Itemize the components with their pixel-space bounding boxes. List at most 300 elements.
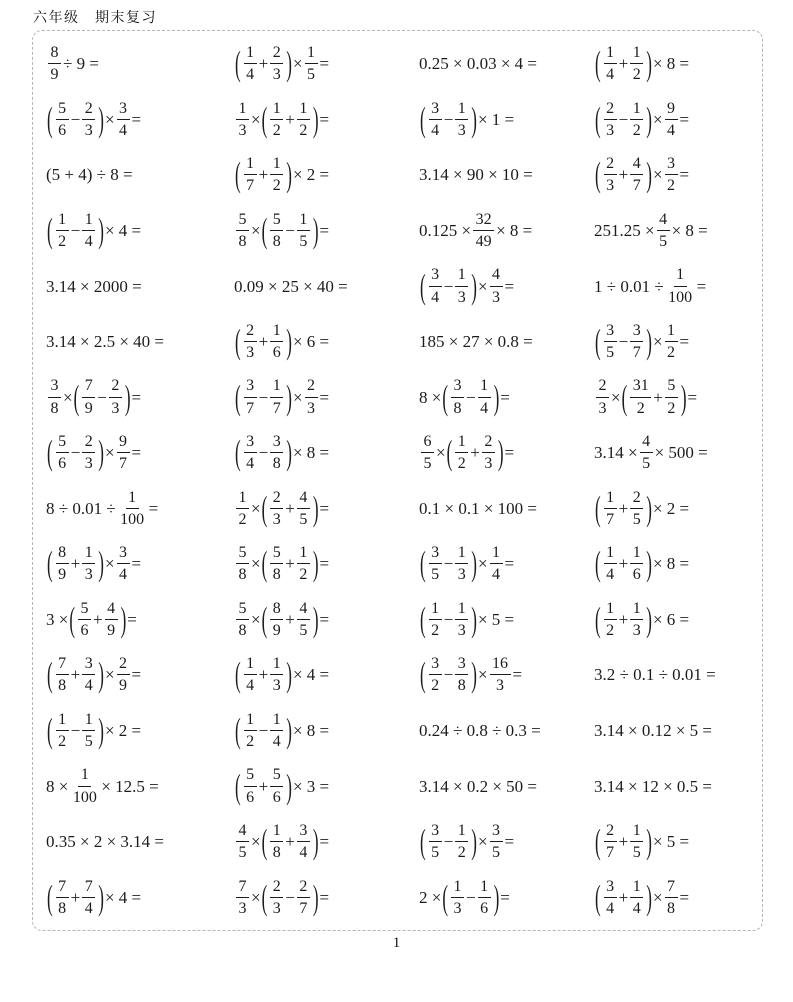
right-paren: ) [312,544,319,584]
problem-r3-c4: ( $\frac{2}{3}$ + $\frac{4}{7}$ ) × $\frac{3}{2}$ = [595,155,690,195]
fraction-numerator: 7 [56,654,69,675]
problem-r1-c4: ( $\frac{1}{4}$ + $\frac{1}{2}$ ) × 8 = [595,44,690,84]
fraction-numerator: 4 [236,821,249,842]
left-paren: ( [47,655,53,695]
fraction-denominator: 4 [84,677,93,695]
fraction-numerator: 2 [596,376,609,397]
problem-r15-c4: ( $\frac{2}{7}$ + $\frac{1}{5}$ ) × 5 = [595,821,690,862]
left-paren: ( [261,544,268,584]
fraction-numerator: 2 [270,43,283,64]
fraction [297,488,310,529]
right-paren: ) [98,711,104,751]
fraction [48,43,61,84]
fraction-numerator: 1 [270,321,283,342]
fraction-numerator: 1 [455,432,468,453]
right-paren: ) [312,488,319,528]
fraction-numerator: 1 [270,376,283,397]
fraction-numerator: 5 [270,210,283,231]
fraction [236,210,249,251]
problem-r12-c2: ( $\frac{1}{4}$ + $\frac{1}{3}$ ) × 4 = [235,655,330,695]
fraction [105,599,118,640]
fraction-denominator: 8 [50,399,59,417]
fraction [270,488,283,529]
fraction-denominator: 3 [457,288,466,306]
fraction-numerator: 5 [56,432,69,453]
fraction-numerator: 1 [236,99,249,120]
problem-r1-c3: 0.25 × 0.03 × 4 = [419,54,538,74]
fraction [117,432,130,473]
fraction [604,43,617,84]
fraction-denominator: 3 [272,66,281,84]
fraction-numerator: 1 [630,543,643,564]
fraction-denominator: 3 [111,399,120,417]
problem-r10-c1: ( $\frac{8}{9}$ + $\frac{1}{3}$ ) × $\frac{3}{4}$ = [47,544,142,584]
fraction-denominator: 5 [606,344,615,362]
fraction [604,154,617,195]
problem-r5-c4: 1 ÷ 0.01 ÷ $\frac{1}{100}$ = [594,266,707,306]
fraction-numerator: 2 [270,488,283,509]
fraction [429,99,442,140]
fraction-numerator: 2 [482,432,495,453]
fraction [455,821,468,862]
fraction [244,432,257,473]
fraction [429,821,442,862]
fraction [236,599,249,640]
fraction-denominator: 9 [119,677,128,695]
fraction [665,877,678,918]
fraction-numerator: 4 [490,265,503,286]
fraction-denominator: 2 [299,566,308,584]
fraction-denominator: 4 [84,232,93,250]
fraction-denominator: 5 [423,455,432,473]
fraction-numerator: 2 [82,432,95,453]
page-title: 六年级 期末复习 [33,11,157,26]
fraction-denominator: 2 [238,510,247,528]
left-paren: ( [261,877,268,917]
fraction-denominator: 3 [272,677,281,695]
fraction [56,432,69,473]
fraction-denominator: 4 [272,733,281,751]
fraction-numerator: 1 [56,210,69,231]
problem-r11-c3: ( $\frac{1}{2}$ − $\frac{1}{3}$ ) × 5 = [420,599,515,639]
fraction-denominator: 3 [272,899,281,917]
fraction-denominator: 7 [299,899,308,917]
fraction [630,599,643,640]
fraction-denominator: 5 [238,844,247,862]
left-paren: ( [446,433,453,473]
fraction-denominator: 2 [299,121,308,139]
problem-r2-c1: ( $\frac{5}{6}$ − $\frac{2}{3}$ ) × $\frac{3}{4}$ = [47,99,142,139]
fraction [473,210,494,251]
fraction-numerator: 3 [48,376,61,397]
problem-r14-c1: 8 × $\frac{1}{100}$ × 12.5 = [46,766,159,806]
fraction [270,154,283,195]
fraction-numerator: 1 [455,265,468,286]
fraction-numerator: 3 [455,654,468,675]
right-paren: ) [286,655,292,695]
fraction-numerator: 7 [82,376,95,397]
problem-r6-c1: 3.14 × 2.5 × 40 = [46,332,165,352]
fraction-denominator: 4 [492,566,501,584]
fraction-numerator: 3 [270,432,283,453]
fraction [604,877,617,918]
fraction-numerator: 5 [665,376,678,397]
left-paren: ( [420,99,426,139]
right-paren: ) [646,822,652,862]
fraction [455,654,468,695]
fraction-numerator: 1 [451,877,464,898]
problem-r4-c2: $\frac{5}{8}$ × ( $\frac{5}{8}$ − $\frac{1}{5}$ ) = [234,203,419,259]
left-paren: ( [595,544,601,584]
fraction-denominator: 8 [58,677,67,695]
problem-r15-c3: ( $\frac{3}{5}$ − $\frac{1}{2}$ ) × $\frac{3}{5}$ = [420,821,515,862]
fraction-numerator: 1 [236,488,249,509]
right-paren: ) [471,822,477,862]
right-paren: ) [312,599,319,639]
fraction-denominator: 2 [431,621,440,639]
fraction-denominator: 3 [457,621,466,639]
fraction [297,543,310,584]
fraction [455,99,468,140]
left-paren: ( [595,155,601,195]
fraction-denominator: 100 [72,788,97,806]
fraction-numerator: 3 [429,265,442,286]
right-paren: ) [680,377,687,417]
problem-r5-c3: ( $\frac{3}{4}$ − $\frac{1}{3}$ ) × $\frac{4}{3}$ = [420,266,515,306]
fraction-denominator: 7 [246,177,255,195]
problem-r6-c2: ( $\frac{2}{3}$ + $\frac{1}{6}$ ) × 6 = [235,321,330,362]
fraction-numerator: 2 [297,877,310,898]
left-paren: ( [595,488,601,528]
fraction-denominator: 6 [272,344,281,362]
fraction [270,210,283,251]
fraction-numerator: 2 [604,821,617,842]
fraction-denominator: 2 [58,232,67,250]
fraction [604,488,617,529]
fraction-denominator: 4 [299,844,308,862]
fraction-denominator: 2 [667,344,676,362]
left-paren: ( [595,99,601,139]
fraction-numerator: 3 [429,821,442,842]
fraction-denominator: 5 [492,844,501,862]
fraction-numerator: 1 [665,321,678,342]
fraction-denominator: 6 [58,455,67,473]
fraction [270,99,283,140]
fraction-denominator: 4 [606,899,615,917]
fraction-numerator: 1 [604,599,617,620]
fraction-numerator: 1 [244,43,257,64]
right-paren: ) [493,877,500,917]
fraction [604,821,617,862]
fraction-numerator: 2 [604,99,617,120]
fraction-numerator: 1 [478,376,491,397]
left-paren: ( [595,599,601,639]
fraction-denominator: 5 [299,510,308,528]
fraction [56,654,69,695]
fraction [244,376,257,417]
fraction-numerator: 7 [236,877,249,898]
fraction-denominator: 3 [238,121,247,139]
right-paren: ) [312,210,319,250]
fraction-denominator: 9 [107,621,116,639]
fraction-denominator: 8 [667,899,676,917]
right-paren: ) [646,44,652,84]
fraction-numerator: 5 [244,765,257,786]
left-paren: ( [595,322,601,362]
fraction [665,154,678,195]
fraction-denominator: 6 [632,566,641,584]
fraction-numerator: 2 [117,654,130,675]
fraction-denominator: 9 [58,566,67,584]
problem-r16-c3: 2 × ( $\frac{1}{3}$ − $\frac{1}{6}$ ) = [419,877,510,917]
fraction-denominator: 3 [632,621,641,639]
fraction [117,543,130,584]
fraction-numerator: 1 [604,543,617,564]
fraction-denominator: 8 [238,566,247,584]
right-paren: ) [493,377,500,417]
fraction-numerator: 1 [297,543,310,564]
fraction-numerator: 5 [236,543,249,564]
fraction-numerator: 1 [56,710,69,731]
left-paren: ( [420,655,426,695]
fraction-numerator: 1 [270,710,283,731]
fraction [270,710,283,751]
fraction-numerator: 5 [236,210,249,231]
fraction-denominator: 2 [632,66,641,84]
fraction [305,376,318,417]
fraction-numerator: 1 [297,99,310,120]
right-paren: ) [646,155,652,195]
problem-r13-c1: ( $\frac{1}{2}$ − $\frac{1}{5}$ ) × 2 = [47,710,142,751]
problem-r8-c1: ( $\frac{5}{6}$ − $\frac{2}{3}$ ) × $\frac{9}{7}$ = [47,433,142,473]
fraction-denominator: 8 [272,455,281,473]
fraction-numerator: 4 [297,488,310,509]
fraction [455,265,468,306]
fraction-numerator: 2 [305,376,318,397]
fraction [455,432,468,473]
fraction-numerator: 3 [630,321,643,342]
right-paren: ) [286,44,292,84]
fraction-denominator: 49 [475,232,492,250]
fraction [297,877,310,918]
fraction-denominator: 3 [84,121,93,139]
fraction-numerator: 2 [82,99,95,120]
fraction-numerator: 7 [56,877,69,898]
fraction-denominator: 3 [246,344,255,362]
fraction [630,543,643,584]
fraction-numerator: 2 [244,321,257,342]
left-paren: ( [47,544,53,584]
fraction-denominator: 5 [632,844,641,862]
fraction-denominator: 8 [58,899,67,917]
fraction-denominator: 7 [272,399,281,417]
fraction-denominator: 2 [457,455,466,473]
left-paren: ( [261,210,268,250]
right-paren: ) [646,322,652,362]
problem-r8-c4: 3.14 × $\frac{4}{5}$ × 500 = [594,433,708,473]
fraction-denominator: 5 [659,232,668,250]
right-paren: ) [286,377,292,417]
fraction-denominator: 5 [299,621,308,639]
left-paren: ( [235,711,241,751]
left-paren: ( [442,377,449,417]
fraction-denominator: 7 [606,844,615,862]
right-paren: ) [312,822,319,862]
problem-r15-c1: 0.35 × 2 × 3.14 = [46,832,165,852]
fraction [270,654,283,695]
fraction-denominator: 8 [457,677,466,695]
left-paren: ( [47,433,53,473]
page-number: 1 [392,935,401,951]
fraction-numerator: 1 [270,99,283,120]
problem-r2-c4: ( $\frac{2}{3}$ − $\frac{1}{2}$ ) × $\frac{9}{4}$ = [595,99,690,139]
fraction-numerator: 3 [429,543,442,564]
fraction [451,877,464,918]
right-paren: ) [471,599,477,639]
fraction-denominator: 4 [632,899,641,917]
left-paren: ( [47,711,53,751]
fraction-numerator: 3 [490,821,503,842]
fraction [630,821,643,862]
problem-r14-c4: 3.14 × 12 × 0.5 = [594,776,713,796]
problem-r5-c1: 3.14 × 2000 = [46,276,142,296]
fraction-denominator: 4 [431,288,440,306]
fraction [56,210,69,251]
fraction-denominator: 3 [457,566,466,584]
fraction-numerator: 4 [657,210,670,231]
right-paren: ) [646,544,652,584]
problem-r6-c4: ( $\frac{3}{5}$ − $\frac{3}{7}$ ) × $\frac{1}{2}$ = [595,321,690,362]
fraction-numerator: 31 [630,376,651,397]
fraction-numerator: 6 [421,432,434,453]
fraction-denominator: 2 [632,121,641,139]
fraction-numerator: 1 [429,599,442,620]
fraction-denominator: 3 [238,899,247,917]
fraction-denominator: 2 [667,177,676,195]
fraction [82,99,95,140]
right-paren: ) [646,488,652,528]
fraction [109,376,122,417]
fraction [630,99,643,140]
problem-r9-c4: ( $\frac{1}{7}$ + $\frac{2}{5}$ ) × 2 = [595,488,690,528]
fraction-denominator: 8 [238,232,247,250]
fraction-denominator: 5 [307,66,316,84]
problem-r3-c1: (5 + 4) ÷ 8 = [46,165,133,185]
fraction-numerator: 5 [270,765,283,786]
problem-r13-c2: ( $\frac{1}{2}$ − $\frac{1}{4}$ ) × 8 = [235,710,330,751]
fraction [244,321,257,362]
problem-r13-c3: 0.24 ÷ 0.8 ÷ 0.3 = [419,721,541,741]
fraction-numerator: 4 [640,432,653,453]
fraction [630,43,643,84]
left-paren: ( [261,488,268,528]
fraction-denominator: 4 [431,121,440,139]
right-paren: ) [98,433,104,473]
fraction [478,376,491,417]
fraction-denominator: 7 [246,399,255,417]
fraction-numerator: 1 [297,210,310,231]
fraction-denominator: 2 [246,733,255,751]
problem-r12-c4: 3.2 ÷ 0.1 ÷ 0.01 = [594,665,716,685]
fraction [56,543,69,584]
left-paren: ( [47,99,53,139]
fraction-numerator: 1 [478,877,491,898]
fraction-numerator: 3 [665,154,678,175]
fraction [56,99,69,140]
left-paren: ( [420,599,426,639]
fraction-denominator: 9 [272,621,281,639]
fraction [236,821,249,862]
fraction-denominator: 4 [480,399,489,417]
fraction-denominator: 2 [606,621,615,639]
fraction [244,765,257,806]
fraction-denominator: 3 [457,121,466,139]
fraction [665,99,678,140]
right-paren: ) [286,155,292,195]
fraction-numerator: 1 [674,265,687,286]
left-paren: ( [69,599,76,639]
problem-r3-c3: 3.14 × 90 × 10 = [419,165,533,185]
fraction-denominator: 6 [80,621,89,639]
fraction-denominator: 3 [84,566,93,584]
fraction-numerator: 7 [82,877,95,898]
fraction-denominator: 100 [120,510,145,528]
fraction-denominator: 3 [606,121,615,139]
fraction-denominator: 2 [431,677,440,695]
fraction-numerator: 3 [244,432,257,453]
fraction [48,376,61,417]
fraction-denominator: 8 [272,232,281,250]
fraction-denominator: 7 [606,510,615,528]
problem-r11-c2: $\frac{5}{8}$ × ( $\frac{8}{9}$ + $\frac{4}{5}$ ) = [234,592,419,648]
problem-r13-c4: 3.14 × 0.12 × 5 = [594,721,713,741]
fraction-denominator: 2 [636,399,645,417]
problem-r8-c2: ( $\frac{3}{4}$ − $\frac{3}{8}$ ) × 8 = [235,433,330,473]
fraction [429,265,442,306]
fraction [270,821,283,862]
fraction-denominator: 2 [272,177,281,195]
fraction-denominator: 5 [431,566,440,584]
left-paren: ( [442,877,449,917]
problem-r7-c2: ( $\frac{3}{7}$ − $\frac{1}{7}$ ) × $\frac{2}{3}$ = [235,377,330,417]
left-paren: ( [420,266,426,306]
fraction-numerator: 5 [78,599,91,620]
left-paren: ( [235,322,241,362]
fraction-numerator: 1 [630,877,643,898]
fraction-denominator: 7 [119,455,128,473]
left-paren: ( [235,155,241,195]
fraction [244,654,257,695]
fraction-numerator: 3 [604,321,617,342]
left-paren: ( [235,655,241,695]
fraction-denominator: 8 [238,621,247,639]
fraction [665,376,678,417]
fraction-denominator: 2 [58,733,67,751]
fraction [236,877,249,918]
fraction-numerator: 1 [630,821,643,842]
fraction-numerator: 1 [244,654,257,675]
fraction-numerator: 1 [604,488,617,509]
problem-r16-c2: $\frac{7}{3}$ × ( $\frac{2}{3}$ − $\frac{2}{7}$ ) = [234,869,419,925]
left-paren: ( [420,544,426,584]
fraction-denominator: 3 [598,399,607,417]
fraction [270,321,283,362]
right-paren: ) [98,544,104,584]
problem-r11-c4: ( $\frac{1}{2}$ + $\frac{1}{3}$ ) × 6 = [595,599,690,639]
fraction [236,488,249,529]
fraction [630,376,651,417]
fraction [270,432,283,473]
